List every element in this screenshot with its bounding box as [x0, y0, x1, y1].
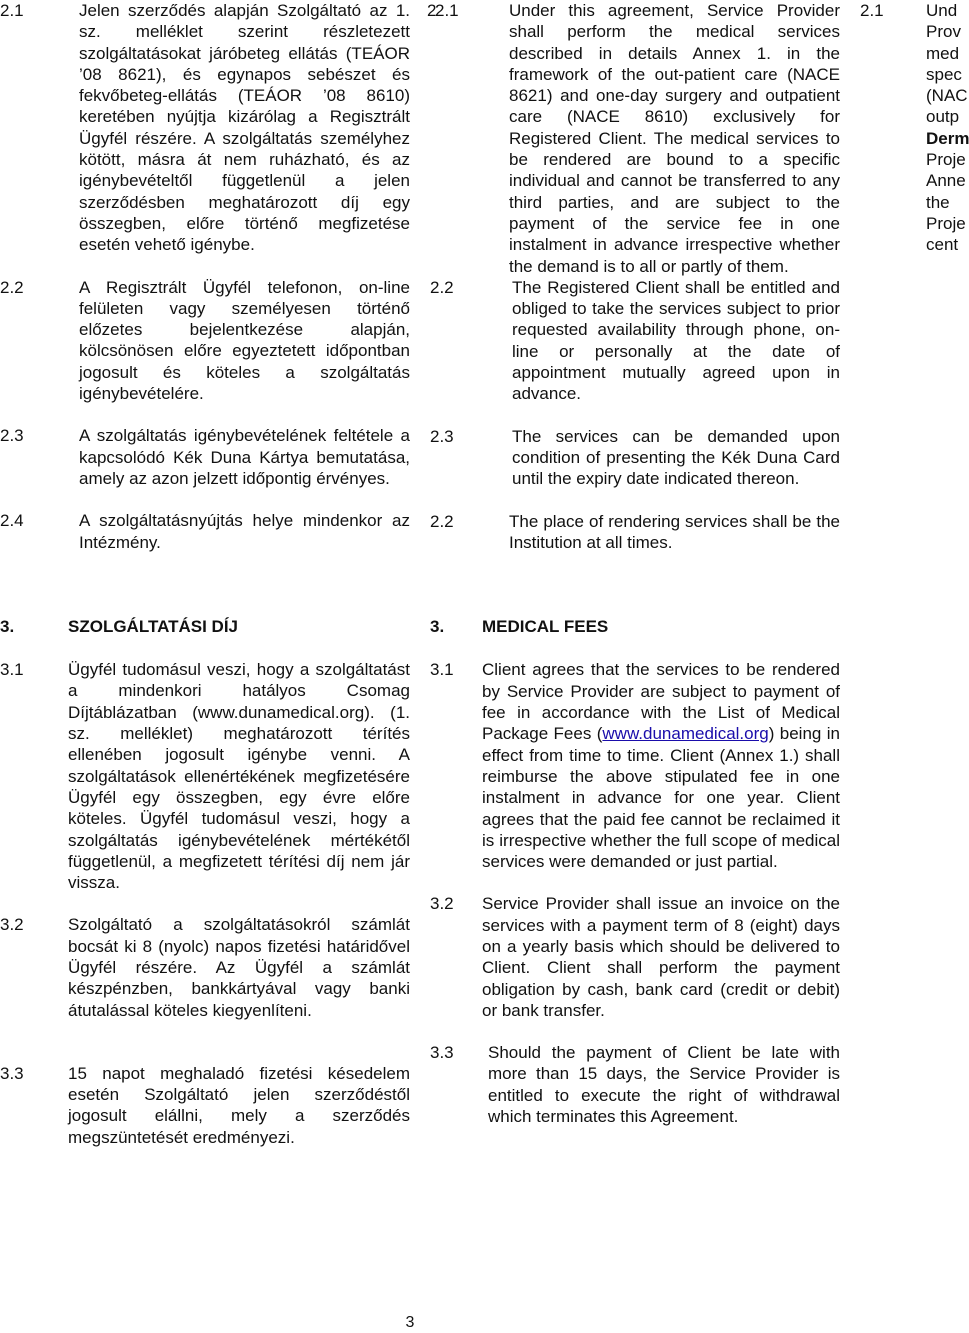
- clause-text: The place of rendering services shall be the Institution at all times.: [509, 511, 840, 552]
- clause-text: A szolgáltatásnyújtás helye mindenkor az Intézmény.: [79, 511, 410, 552]
- clause-3-3-hu: [0, 1063, 410, 1148]
- clause-2-1-hu: [0, 0, 410, 256]
- truncated-line: cent: [926, 235, 959, 255]
- clause-text: Jelen szerződés alapján Szolgáltató az 1. sz. melléklet szerint részletezett szolgáltatásokat járóbeteg ellátás (TEÁOR ’08 8621), és egynapos sebészet és fekvőbeteg-ellátás (TEÁOR ’08 8610) keretében nyújtja kizárólag a Regisztrált Ügyfél részére. A szolgáltatás személyhez kötött, másra át nem ruházható, és az igénybevételtől függetlenül a jelen szerződésben meghatározott díj egy összegben, előre történő megfizetése esetén vehető igénybe.: [79, 1, 410, 255]
- clause-text: The services can be demanded upon condition of presenting the Kék Duna Card until the expiry date indicated thereon.: [512, 426, 840, 489]
- truncated-line: spec: [926, 64, 962, 84]
- clause-number: 2.3: [430, 426, 454, 446]
- truncated-line: Und: [926, 1, 958, 20]
- dunamedical-link[interactable]: www.dunamedical.org: [602, 724, 769, 744]
- heading-number: 3.: [0, 616, 15, 636]
- overlap-digit: 2: [427, 1, 437, 20]
- english-column: [427, 0, 840, 1127]
- clause-number: 2.1: [860, 1, 884, 20]
- clause-3-1-en: [430, 659, 840, 872]
- clause-text: A Regisztrált Ügyfél telefonon, on-line felületen vagy személyesen történő előzetes bejelentkezése alapján, kölcsönösen előre egyeztetett időpontban jogosult és köteles a szolgáltatás igénybevételére.: [79, 277, 410, 404]
- clause-2-2-hu: [0, 277, 410, 405]
- clause-text: A szolgáltatás igénybevételének feltétele a kapcsolódó Kék Duna Kártya bemutatása, amely az azon jelzett időpontig érvényes.: [79, 426, 410, 488]
- clause-text: Under this agreement, Service Provider shall perform the medical services described in details Annex 1. in the framework of the out-patient care (NACE 8621) and one-day surgery and outpatient care (NACE 8610) exclusively for Registered Client. The medical services to be rendered are bound to a specific individual and cannot be transferred to any third parties, and are subject to the payment of the service fee in one instalment in advance irrespective whether the demand is to all or partly of them.: [509, 1, 840, 276]
- clause-2-3-en: [430, 426, 840, 490]
- clause-number: 2.2: [430, 277, 454, 297]
- clause-text: Ügyfél tudomásul veszi, hogy a szolgáltatást a mindenkori hatályos Csomag Díjtáblázatban (www.dunamedical.org). (1. sz. melléklet) meghatározott térítés ellenében jogosult igénybe venni. A szolgáltatások ellenértékének megfizetésére Ügyfél egy összegben, egy évre előre köteles. Ügyfél tudomásul veszi, hogy a szolgáltatás igénybevételének mértékétől függetlenül, a megfizetett térítési díj nem jár vissza.: [68, 660, 410, 893]
- clause-3-1-hu: [0, 659, 410, 893]
- clause-number: 2.3: [0, 426, 24, 446]
- clause-number: 3.3: [0, 1063, 24, 1083]
- clause-text: The Registered Client shall be entitled and obliged to take the services subject to prior requested availability through phone, on-line or personally at the date of appointment mutually agreed upon in advance.: [512, 277, 840, 404]
- truncated-column: [860, 0, 969, 300]
- clause-2-2-en: [430, 277, 840, 405]
- clause-number: 2 2.1: [427, 1, 459, 20]
- truncated-line: Proje: [926, 213, 966, 233]
- page-number: 3: [405, 1314, 415, 1331]
- clause-number: 2.2: [0, 277, 24, 297]
- clause-3-2-hu: [0, 914, 410, 1020]
- clause-3-2-en: [430, 893, 840, 1021]
- section-heading-en: [430, 616, 840, 637]
- clause-2-3-hu: [0, 425, 410, 489]
- heading-number: 3.: [430, 617, 445, 637]
- clause-2-4-hu: [0, 510, 410, 553]
- clause-text: Szolgáltató a szolgáltatásokról számlát bocsát ki 8 (nyolc) napos fizetési határidővel Ügyfél részére. Az Ügyfél a számlát készpénzben, bankkártyával vagy banki átutalással köteles kiegyenlíteni.: [68, 915, 410, 1020]
- truncated-line: Proje: [926, 150, 966, 170]
- clause-number: 3.1: [430, 660, 454, 680]
- clause-number: 3.3: [430, 1043, 454, 1063]
- clause-number: 2.2: [430, 511, 454, 531]
- clause-text: Should the payment of Client be late with more than 15 days, the Service Provider is entitled to execute the right of withdrawal which terminates this Agreement.: [488, 1043, 840, 1127]
- section-heading-hu: [0, 616, 410, 637]
- truncated-line: (NAC: [926, 86, 968, 106]
- truncated-line: Derm: [926, 128, 969, 148]
- heading-text: SZOLGÁLTATÁSI DÍJ: [68, 616, 238, 636]
- clause-number: 2.1: [0, 1, 24, 20]
- truncated-line: outp: [926, 107, 960, 127]
- clause-2-4-en: [430, 511, 840, 554]
- truncated-line: the: [926, 192, 950, 212]
- clause-text: Client agrees that the services to be rendered by Service Provider are subject to payment of fee in accordance with the List of Medical Package Fees (www.dunamedical.org) being in effect from time to time. Client (Annex 1.) shall reimburse the above stipulated fee in one instalment in advance for one year. Client agrees that the paid fee cannot be reclaimed it is irrespective whether the full scope of medical services were demanded or just partial.: [482, 660, 840, 872]
- clause-2-1-en: [427, 0, 840, 277]
- heading-text: MEDICAL FEES: [482, 617, 609, 637]
- hungarian-column: [0, 0, 410, 1148]
- truncated-line: Anne: [926, 171, 966, 191]
- truncated-line: Prov: [926, 22, 961, 42]
- clause-text: Service Provider shall issue an invoice on the services with a payment term of 8 (eight) days on a yearly basis which should be delivered to Client. Client shall perform the payment obligation by cash, bank card (credit or debit) or bank transfer.: [482, 894, 840, 1020]
- truncated-text: [926, 0, 969, 256]
- clause-text: 15 napot meghaladó fizetési késedelem esetén Szolgáltató jelen szerződéstől jogosult elállni, mely a szerződés megszüntetését eredményezi.: [68, 1063, 410, 1147]
- clause-number: 3.1: [0, 660, 24, 680]
- clause-number: 3.2: [430, 894, 454, 914]
- clause-number: 3.2: [0, 915, 24, 935]
- clause-3-3-en: [430, 1042, 840, 1127]
- clause-number: 2.4: [0, 511, 24, 531]
- truncated-line: med: [926, 43, 960, 63]
